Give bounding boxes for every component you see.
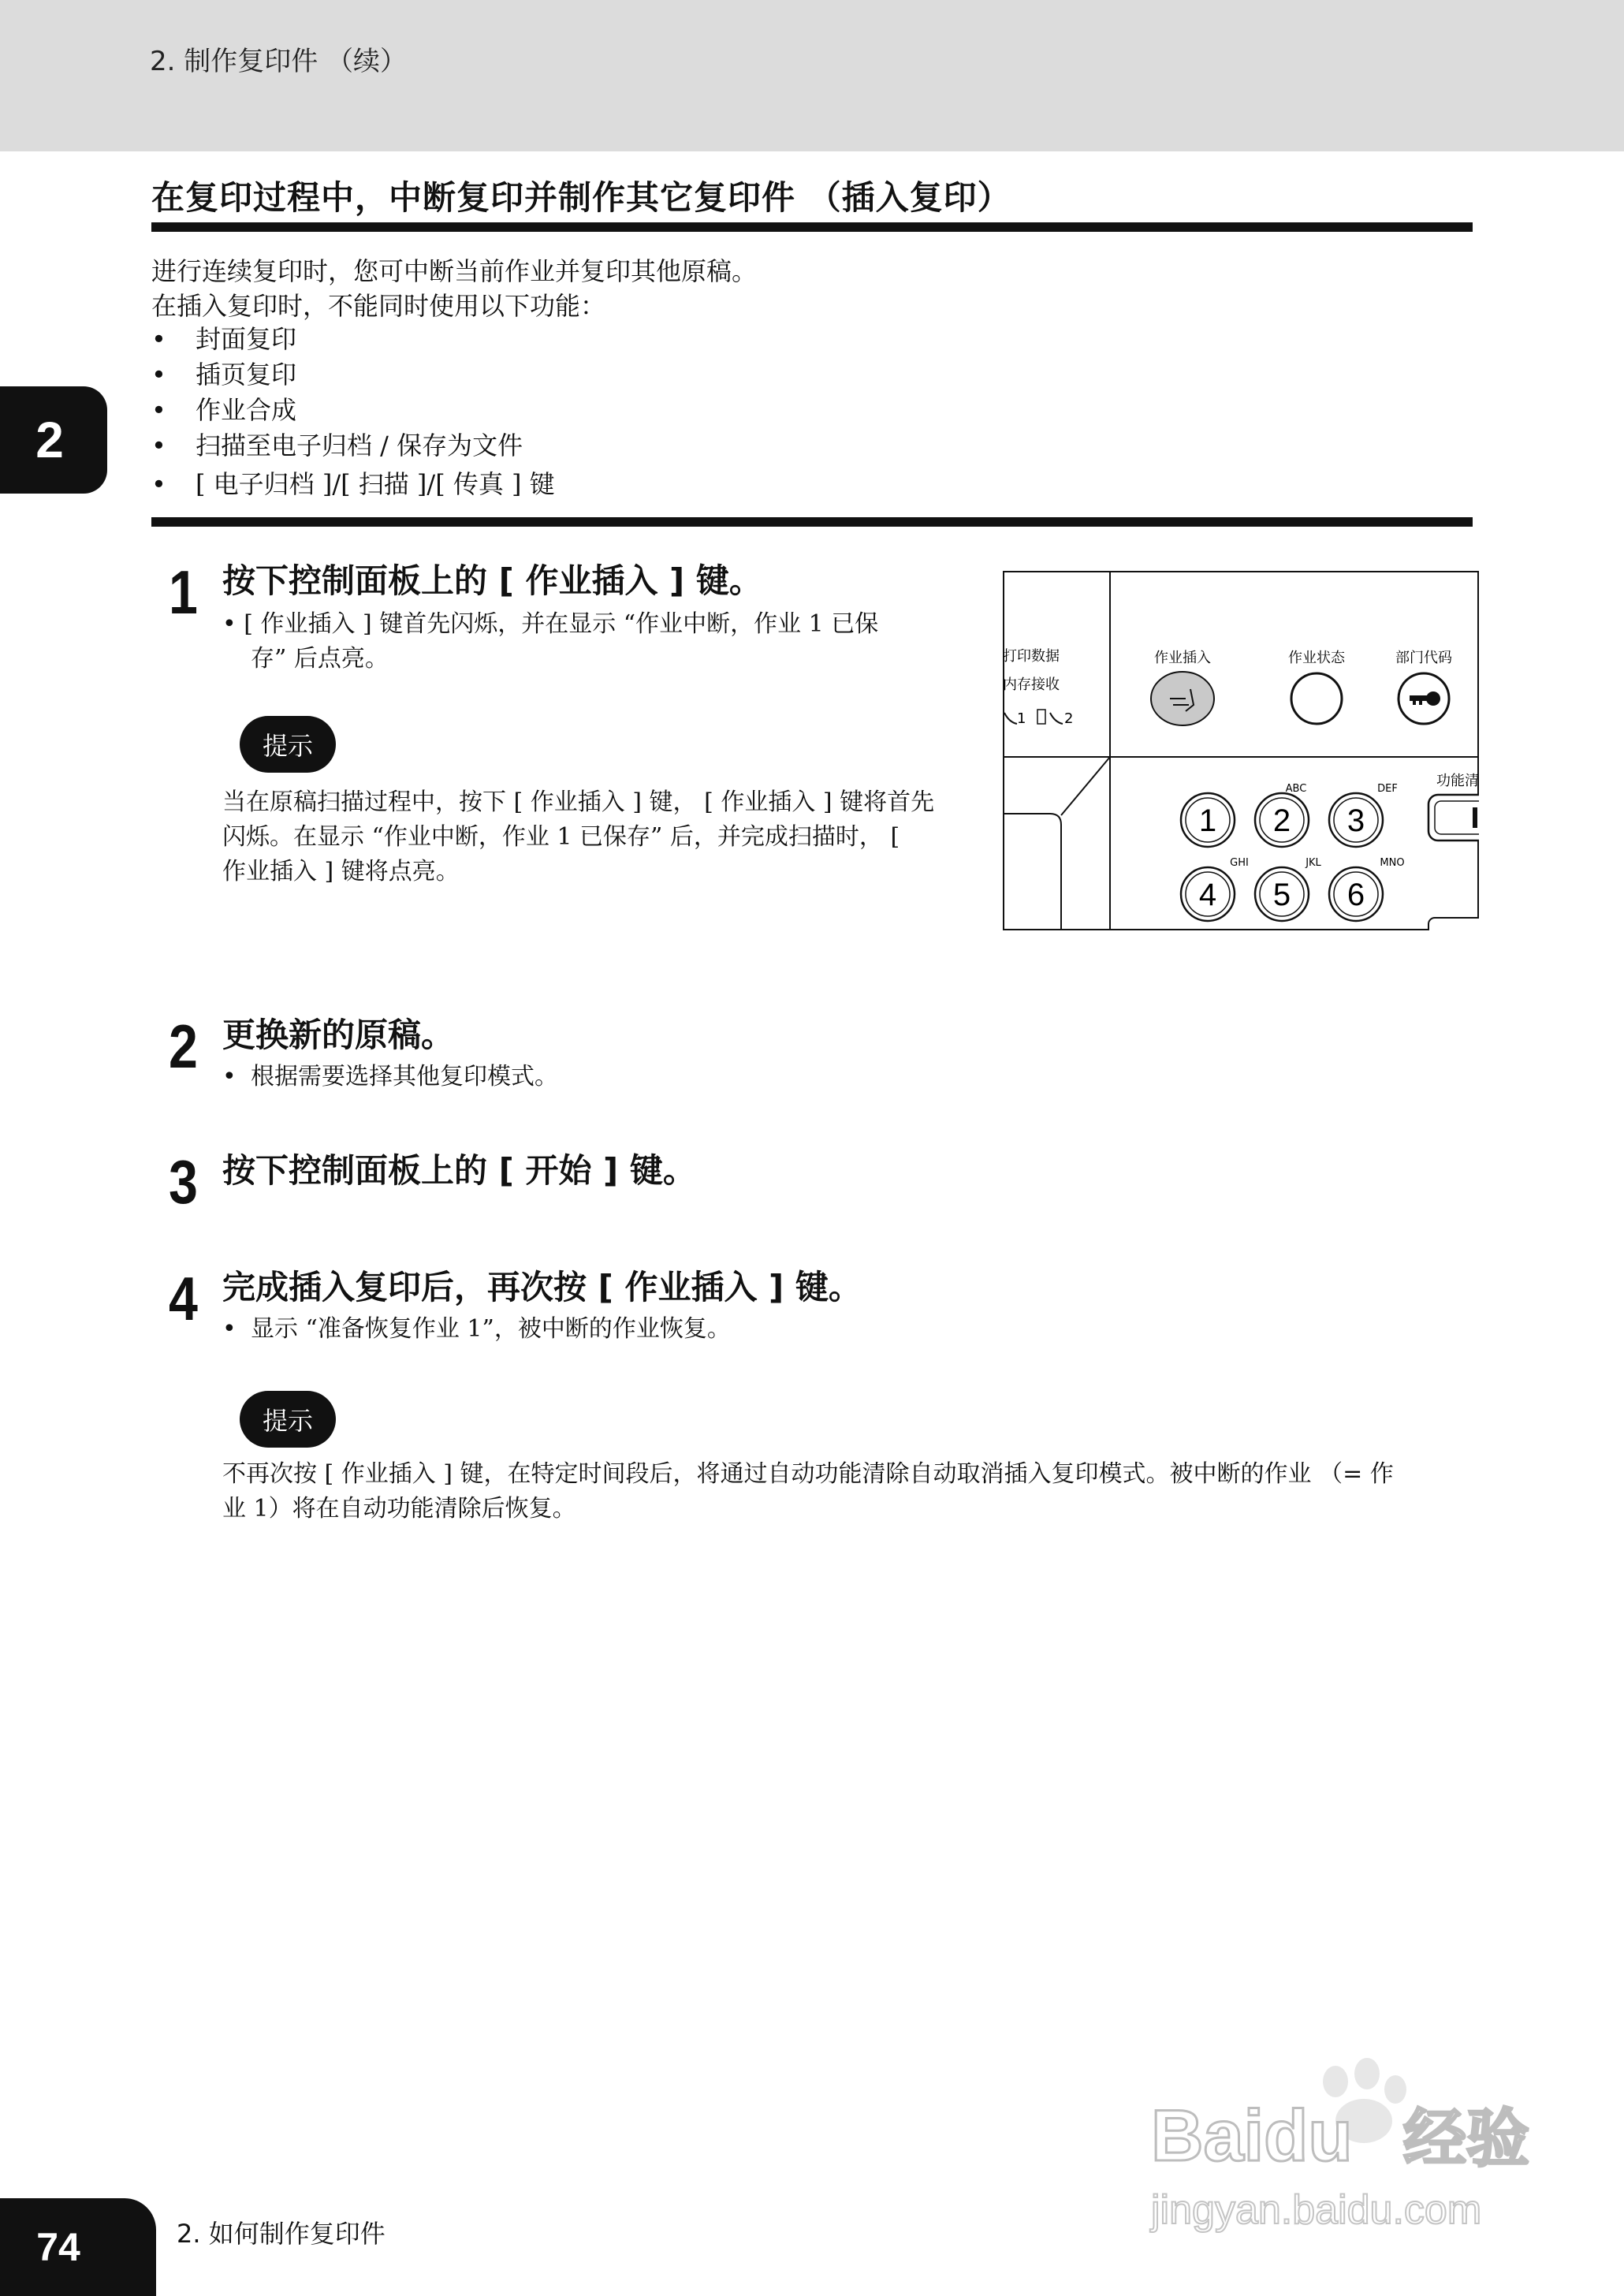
key-letters: JKL (1306, 857, 1321, 869)
job-interrupt-button[interactable] (1151, 672, 1214, 725)
step-title: 按下控制面板上的 [ 作业插入 ] 键。 (222, 561, 762, 600)
keypad-key-1[interactable] (1181, 793, 1235, 847)
running-title: 2. 制作复印件 （续） (150, 46, 408, 77)
key-digit: 4 (1198, 878, 1217, 912)
tip-line: 当在原稿扫描过程中，按下 [ 作业插入 ] 键， [ 作业插入 ] 键将首先 (222, 788, 935, 816)
step-title: 更换新的原稿。 (222, 1016, 455, 1054)
function-clear-button[interactable] (1428, 795, 1479, 840)
step-note: • 显示 “准备恢复作业 1”，被中断的作业恢复。 (222, 1312, 731, 1347)
tip-badge: 提示 (240, 1391, 336, 1448)
department-code-label: 部门代码 (1395, 650, 1452, 666)
department-code-button[interactable] (1399, 673, 1449, 724)
step-number: 2 (169, 1012, 198, 1081)
line-2-label: 2 (1064, 710, 1074, 727)
control-panel-illustration (1003, 571, 1479, 930)
tip-text (222, 785, 934, 889)
step-title: 按下控制面板上的 [ 开始 ] 键。 (222, 1151, 696, 1190)
key-letters: GHI (1230, 857, 1249, 869)
key-digit: 2 (1272, 803, 1291, 838)
footer-chapter-title: 2. 如何制作复印件 (177, 2219, 386, 2249)
list-item: • 插页复印 (151, 357, 555, 393)
step-note-line: • [ 作业插入 ] 键首先闪烁，并在显示 “作业中断，作业 1 已保 (222, 610, 879, 638)
step-title: 完成插入复印后，再次按 [ 作业插入 ] 键。 (222, 1268, 862, 1306)
job-status-label: 作业状态 (1288, 650, 1345, 666)
tip-badge: 提示 (240, 716, 336, 773)
list-item: • [ 电子归档 ]/[ 扫描 ]/[ 传真 ] 键 (151, 467, 555, 502)
key-digit: 3 (1347, 803, 1365, 838)
step-number: 3 (169, 1147, 198, 1217)
step-note: • 根据需要选择其他复印模式。 (222, 1060, 558, 1094)
intro-text (151, 254, 757, 323)
section-title: 在复印过程中，中断复印并制作其它复印件 （插入复印） (151, 178, 1011, 217)
key-letters: ABC (1285, 783, 1307, 795)
job-interrupt-label: 作业插入 (1154, 650, 1211, 666)
tip-line: 作业插入 ] 键将点亮。 (222, 858, 460, 885)
title-rule (151, 222, 1473, 232)
key-digit: 1 (1198, 803, 1217, 838)
tip-line: 不再次按 [ 作业插入 ] 键，在特定时间段后，将通过自动功能清除自动取消插入复印模式。被中断的作业 （= 作 (222, 1460, 1394, 1488)
step-number: 4 (169, 1264, 198, 1333)
job-status-button[interactable] (1291, 673, 1342, 724)
restriction-list (151, 322, 555, 502)
step-note-line: 存” 后点亮。 (251, 645, 389, 673)
watermark-url: jingyan.baidu.com (1151, 2187, 1482, 2233)
step-number: 1 (169, 557, 198, 627)
tip-line: 业 1）将在自动功能清除后恢复。 (222, 1495, 576, 1523)
watermark-brand-cn: 经验 (1403, 2102, 1529, 2175)
key-digit: 5 (1272, 878, 1291, 912)
tip-text (222, 1457, 1394, 1526)
key-letters: MNO (1380, 857, 1405, 869)
intro-line: 进行连续复印时，您可中断当前作业并复印其他原稿。 (151, 256, 758, 286)
section-rule (151, 517, 1473, 527)
chapter-tab: 2 (0, 386, 107, 494)
panel-button-partial[interactable] (1428, 918, 1479, 930)
function-clear-label: 功能清 (1436, 773, 1479, 789)
panel-label: 打印数据 (1003, 648, 1060, 665)
list-item: • 作业合成 (151, 393, 555, 428)
line-1-label: 1 (1017, 710, 1026, 727)
watermark-brand: Baidu (1151, 2096, 1353, 2176)
list-item: • 封面复印 (151, 322, 555, 357)
key-letters: DEF (1377, 783, 1398, 795)
step-note (222, 607, 878, 676)
tip-line: 闪烁。在显示 “作业中断，作业 1 已保存” 后，并完成扫描时， [ (222, 823, 900, 851)
intro-line: 在插入复印时，不能同时使用以下功能： (151, 291, 606, 321)
panel-label: 内存接收 (1003, 676, 1060, 693)
baidu-jingyan-watermark (1135, 2042, 1577, 2247)
page-number: 74 (0, 2198, 156, 2296)
list-item: • 扫描至电子归档 / 保存为文件 (151, 428, 555, 464)
key-digit: 6 (1347, 878, 1365, 912)
